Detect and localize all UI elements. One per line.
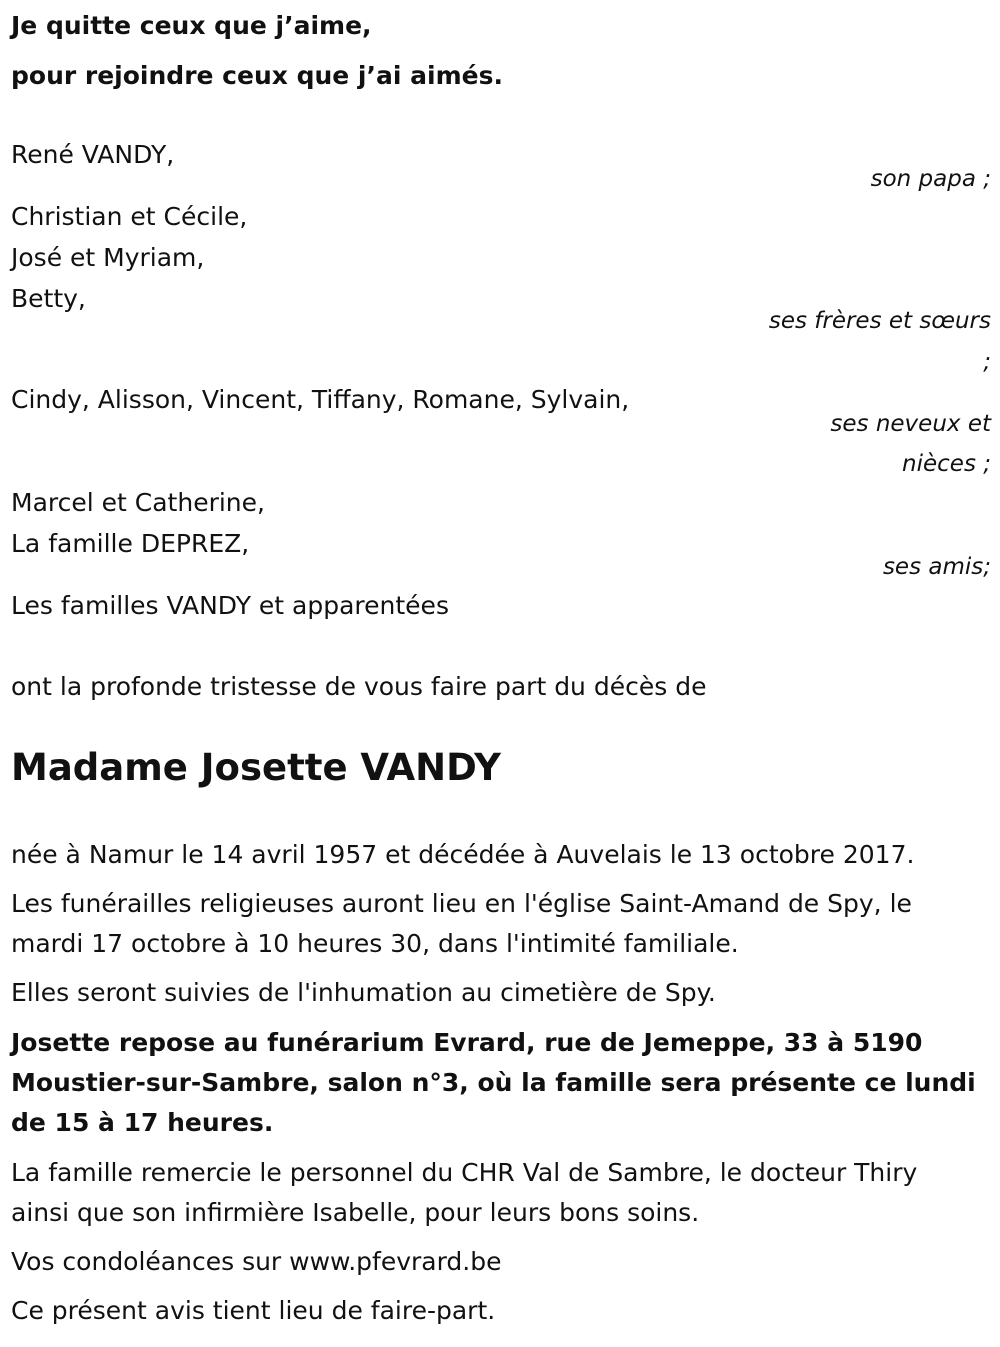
- father-name: René VANDY,: [11, 140, 175, 169]
- rest-line-1: Josette repose au funérarium Evrard, rue de Jemeppe, 33 à 5190: [11, 1028, 923, 1057]
- sibling-1: Christian et Cécile,: [11, 202, 248, 231]
- siblings-relation-line-2: ;: [983, 349, 991, 375]
- thanks-line-1: La famille remercie le personnel du CHR Val de Sambre, le docteur Thiry: [11, 1158, 918, 1187]
- funeral-line-1: Les funérailles religieuses auront lieu en l'église Saint-Amand de Spy, le: [11, 889, 912, 918]
- friend-1: Marcel et Catherine,: [11, 488, 265, 517]
- sibling-3: Betty,: [11, 284, 86, 313]
- rest-line-3: de 15 à 17 heures.: [11, 1108, 274, 1137]
- friends-relation: ses amis;: [882, 554, 991, 580]
- siblings-relation-line-1: ses frères et sœurs: [768, 308, 991, 334]
- burial-line: Elles seront suivies de l'inhumation au cimetière de Spy.: [11, 978, 716, 1007]
- nephews-relation-line-2: nièces ;: [902, 451, 991, 477]
- father-relation: son papa ;: [870, 166, 991, 192]
- epigraph-line-1: Je quitte ceux que j’aime,: [11, 11, 372, 40]
- families-line: Les familles VANDY et apparentées: [11, 591, 449, 620]
- thanks-line-2: ainsi que son infirmière Isabelle, pour leurs bons soins.: [11, 1198, 700, 1227]
- sibling-2: José et Myriam,: [11, 243, 205, 272]
- notice-line: Ce présent avis tient lieu de faire-part.: [11, 1296, 496, 1325]
- epigraph-line-2: pour rejoindre ceux que j’ai aimés.: [11, 61, 503, 90]
- deceased-name: Madame Josette VANDY: [11, 746, 501, 789]
- condolences-line: Vos condoléances sur www.pfevrard.be: [11, 1247, 502, 1276]
- nephews-nieces: Cindy, Alisson, Vincent, Tiffany, Romane, Sylvain,: [11, 385, 630, 414]
- nephews-relation-line-1: ses neveux et: [830, 411, 991, 437]
- friend-2: La famille DEPREZ,: [11, 529, 250, 558]
- birth-death-line: née à Namur le 14 avril 1957 et décédée à Auvelais le 13 octobre 2017.: [11, 840, 915, 869]
- rest-line-2: Moustier-sur-Sambre, salon n°3, où la famille sera présente ce lundi: [11, 1068, 976, 1097]
- announcement: ont la profonde tristesse de vous faire part du décès de: [11, 672, 707, 701]
- funeral-line-2: mardi 17 octobre à 10 heures 30, dans l'intimité familiale.: [11, 929, 739, 958]
